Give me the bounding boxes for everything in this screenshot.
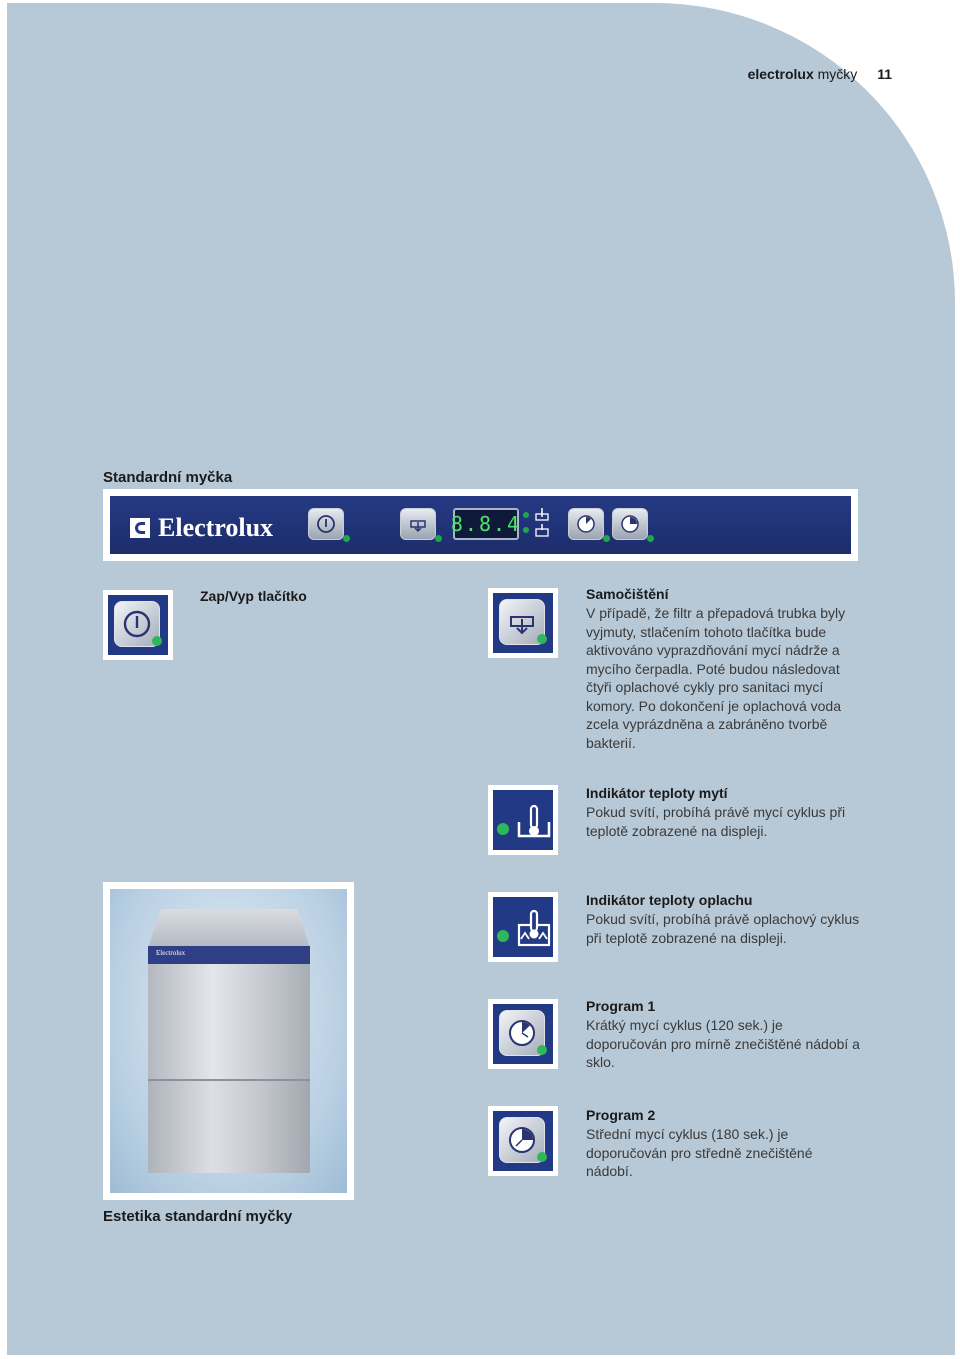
section-title: Standardní myčka [103,469,233,486]
page-header [748,66,892,82]
led-icon [497,823,509,835]
drain-icon [506,606,538,638]
led-icon [435,535,442,542]
dishwasher-door [148,964,310,1081]
feature-title-rinse-temp: Indikátor teploty oplachu [586,892,753,908]
feature-text-rinse-temp: Pokud svítí, probíhá právě oplachový cyklus při teplotě zobrazené na displeji. [586,911,860,946]
dishwasher-base [148,1081,310,1173]
feature-text-wash-temp: Pokud svítí, probíhá právě mycí cyklus při teplotě zobrazené na displeji. [586,804,846,839]
power-icon [121,608,153,640]
panel-self-clean-button [400,508,436,540]
panel-program1-button [568,508,604,540]
logo-text: Electrolux [158,513,274,542]
self-clean-button-image [488,588,558,658]
rinse-led-icon [523,527,529,533]
temperature-display: 8.8.4 [453,508,519,540]
clock-2-icon [619,513,641,535]
page-number: 11 [877,66,892,82]
feature-title-program1: Program 1 [586,998,656,1014]
dishwasher-logo: Electrolux [156,949,186,957]
program2-button-image [488,1106,558,1176]
feature-title-wash-temp: Indikátor teploty mytí [586,785,728,801]
led-icon [152,636,162,646]
program1-button-image [488,999,558,1069]
led-icon [603,535,610,542]
electrolux-logo-icon [130,518,150,538]
rinse-temp-indicator-image [488,892,558,962]
header-brand: electrolux [747,66,814,82]
feature-title-program2: Program 2 [586,1107,656,1123]
panel-program2-button [612,508,648,540]
led-icon [537,1045,547,1055]
control-panel [110,496,851,554]
feature-title-power: Zap/Vyp tlačítko [200,588,307,604]
feature-title-self-clean: Samočištění [586,586,669,602]
led-icon [497,930,509,942]
wash-temp-icon [534,508,550,522]
rinse-temp-icon [534,524,550,538]
power-icon [315,513,337,535]
led-icon [537,634,547,644]
clock-2-icon [506,1124,538,1156]
feature-text-self-clean: V případě, že filtr a přepadová trubka byly vyjmuty, stlačením tohoto tlačítka bude aktivováno vyprazdňování mycí nádrže a mycího čerpadla. Poté budou následovat čtyři oplachové cykly pro sanitaci mycí komory. Po dokončení je oplachová voda zcela vyprázdněna a zabráněno tvorbě bakterií. [586,605,846,751]
temperature-indicators [523,508,553,538]
power-button-image [103,590,173,660]
dishwasher-control-panel [148,946,310,964]
clock-1-icon [575,513,597,535]
wash-led-icon [523,512,529,518]
led-icon [537,1152,547,1162]
dishwasher-top [148,909,310,947]
clock-1-icon [506,1017,538,1049]
wash-temp-icon [515,800,553,844]
feature-text-program1: Krátký mycí cyklus (120 sek.) je doporučován pro mírně znečištěné nádobí a sklo. [586,1017,860,1070]
wash-temp-indicator-image [488,785,558,855]
rinse-temp-icon [515,907,553,951]
panel-power-button [308,508,344,540]
led-icon [343,535,350,542]
header-section: myčky [817,66,858,82]
led-icon [647,535,654,542]
electrolux-logo [130,513,273,543]
control-panel-image [103,489,858,561]
feature-text-program2: Střední mycí cyklus (180 sek.) je doporučován pro středně znečištěné nádobí. [586,1126,813,1179]
dishwasher-photo [103,882,354,1200]
photo-caption: Estetika standardní myčky [103,1208,293,1225]
drain-icon [407,513,429,535]
